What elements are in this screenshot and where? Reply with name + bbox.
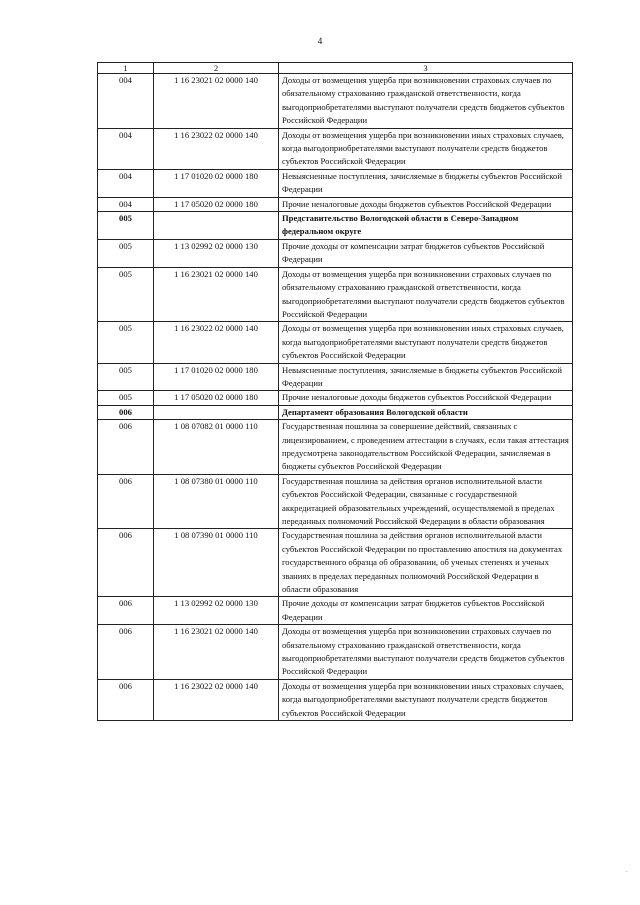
admin-code-cell: 004 <box>98 197 154 211</box>
budget-code-cell: 1 13 02992 02 0000 130 <box>154 597 279 625</box>
budget-code-cell: 1 16 23021 02 0000 140 <box>154 74 279 129</box>
budget-code-cell: 1 16 23021 02 0000 140 <box>154 267 279 322</box>
budget-code-cell: 1 08 07390 01 0000 110 <box>154 529 279 597</box>
admin-code-cell: 006 <box>98 529 154 597</box>
budget-code-cell: 1 16 23022 02 0000 140 <box>154 128 279 169</box>
admin-code-cell: 005 <box>98 267 154 322</box>
revenue-name-cell: Государственная пошлина за действия органов исполнительной власти субъектов Российской Федерации, связанные с государственной аккредитацией образовательных учреждений, осуществляемой в пределах переданных полномочий Российской Федерации в области образования <box>279 474 573 529</box>
table-row <box>98 128 573 169</box>
admin-code-cell: 004 <box>98 128 154 169</box>
revenue-name-cell: Доходы от возмещения ущерба при возникновении страховых случаев по обязательному страхованию гражданской ответственности, когда выгодоприобретателями выступают получатели средств бюджетов субъектов Российской Федерации <box>279 625 573 680</box>
table-row <box>98 679 573 720</box>
revenue-name-cell: Прочие неналоговые доходы бюджетов субъектов Российской Федерации <box>279 197 573 211</box>
budget-code-cell: 1 13 02992 02 0000 130 <box>154 239 279 267</box>
admin-code-cell: 004 <box>98 74 154 129</box>
column-header-2: 2 <box>154 63 279 74</box>
revenue-name-cell: Невыясненные поступления, зачисляемые в бюджеты субъектов Российской Федерации <box>279 169 573 197</box>
admin-code-cell: 005 <box>98 322 154 363</box>
budget-code-cell: 1 16 23022 02 0000 140 <box>154 322 279 363</box>
admin-code-cell: 005 <box>98 363 154 391</box>
budget-code-cell: 1 16 23022 02 0000 140 <box>154 679 279 720</box>
table-row <box>98 363 573 391</box>
revenue-name-cell: Прочие доходы от компенсации затрат бюджетов субъектов Российской Федерации <box>279 239 573 267</box>
revenue-name-cell: Доходы от возмещения ущерба при возникновении иных страховых случаев, когда выгодоприобретателями выступают получатели средств бюджетов субъектов Российской Федерации <box>279 322 573 363</box>
admin-code-cell: 005 <box>98 239 154 267</box>
revenue-name-cell: Невыясненные поступления, зачисляемые в бюджеты субъектов Российской Федерации <box>279 363 573 391</box>
table-row <box>98 267 573 322</box>
budget-code-cell: 1 17 01020 02 0000 180 <box>154 363 279 391</box>
budget-code-cell: 1 17 05020 02 0000 180 <box>154 391 279 405</box>
admin-code-cell: 006 <box>98 474 154 529</box>
budget-code-cell: 1 08 07380 01 0000 110 <box>154 474 279 529</box>
revenue-name-cell: Доходы от возмещения ущерба при возникновении иных страховых случаев, когда выгодоприобретателями выступают получатели средств бюджетов субъектов Российской Федерации <box>279 128 573 169</box>
table-row <box>98 597 573 625</box>
revenue-name-cell: Прочие доходы от компенсации затрат бюджетов субъектов Российской Федерации <box>279 597 573 625</box>
admin-code-cell: 005 <box>98 212 154 240</box>
table-row <box>98 239 573 267</box>
page-number: 4 <box>317 36 323 46</box>
revenue-name-cell: Представительство Вологодской области в Северо-Западном федеральном округе <box>279 212 573 240</box>
revenue-name-cell: Департамент образования Вологодской области <box>279 405 573 419</box>
revenue-name-cell: Доходы от возмещения ущерба при возникновении страховых случаев по обязательному страхованию гражданской ответственности, когда выгодоприобретателями выступают получатели средств бюджетов субъектов Российской Федерации <box>279 267 573 322</box>
admin-code-cell: 006 <box>98 679 154 720</box>
admin-code-cell: 006 <box>98 597 154 625</box>
revenue-name-cell: Государственная пошлина за совершение действий, связанных с лицензированием, с проведением аттестации в случаях, если такая аттестация предусмотрена законодательством Российской Федерации, зачисляемая в бюджеты субъектов Российской Федерации <box>279 420 573 475</box>
budget-code-cell <box>154 212 279 240</box>
table-row <box>98 322 573 363</box>
revenue-name-cell: Доходы от возмещения ущерба при возникновении страховых случаев по обязательному страхованию гражданской ответственности, когда выгодоприобретателями выступают получатели средств бюджетов субъектов Российской Федерации <box>279 74 573 129</box>
table-row <box>98 420 573 475</box>
edge-mark: · <box>625 868 628 876</box>
revenue-name-cell: Государственная пошлина за действия органов исполнительной власти субъектов Российской Федерации по проставлению апостиля на документах государственного образца об образовании, об ученых степенях и ученых званиях в пределах переданных полномочий Российской Федерации в области образования <box>279 529 573 597</box>
column-header-3: 3 <box>279 63 573 74</box>
table-row <box>98 625 573 680</box>
table-row <box>98 169 573 197</box>
table-row <box>98 197 573 211</box>
admin-code-cell: 006 <box>98 405 154 419</box>
budget-code-cell: 1 17 05020 02 0000 180 <box>154 197 279 211</box>
admin-code-cell: 005 <box>98 391 154 405</box>
budget-code-cell: 1 08 07082 01 0000 110 <box>154 420 279 475</box>
revenue-name-cell: Доходы от возмещения ущерба при возникновении иных страховых случаев, когда выгодоприобретателями выступают получатели средств бюджетов субъектов Российской Федерации <box>279 679 573 720</box>
table-row <box>98 391 573 405</box>
section-header-row <box>98 405 573 419</box>
admin-code-cell: 006 <box>98 625 154 680</box>
table-header-row <box>98 63 573 74</box>
budget-code-cell: 1 17 01020 02 0000 180 <box>154 169 279 197</box>
revenue-name-cell: Прочие неналоговые доходы бюджетов субъектов Российской Федерации <box>279 391 573 405</box>
table-row <box>98 529 573 597</box>
table-row <box>98 474 573 529</box>
table-row <box>98 74 573 129</box>
table-body <box>98 74 573 721</box>
revenue-codes-table <box>97 62 573 721</box>
column-header-1: 1 <box>98 63 154 74</box>
budget-code-cell <box>154 405 279 419</box>
admin-code-cell: 004 <box>98 169 154 197</box>
section-header-row <box>98 212 573 240</box>
budget-code-cell: 1 16 23021 02 0000 140 <box>154 625 279 680</box>
admin-code-cell: 006 <box>98 420 154 475</box>
